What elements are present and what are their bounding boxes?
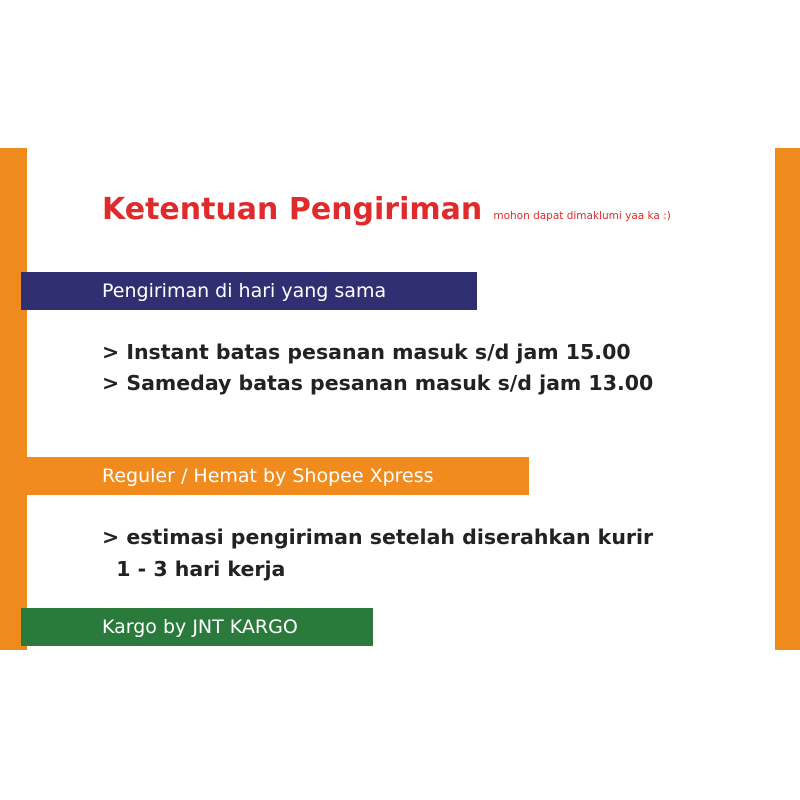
same-day-line-instant: > Instant batas pesanan masuk s/d jam 15.00 — [102, 340, 631, 364]
section-band-kargo: Kargo by JNT KARGO — [21, 608, 373, 646]
heading — [102, 192, 671, 227]
reguler-line-estimate: > estimasi pengiriman setelah diserahkan kurir — [102, 525, 654, 549]
section-band-same-day: Pengiriman di hari yang sama — [21, 272, 477, 310]
section-band-reguler: Reguler / Hemat by Shopee Xpress — [21, 457, 529, 495]
page-subtitle: mohon dapat dimaklumi yaa ka :) — [493, 210, 671, 222]
left-orange-bar — [0, 148, 27, 650]
reguler-line-days: 1 - 3 hari kerja — [102, 557, 286, 581]
page-title: Ketentuan Pengiriman — [102, 192, 483, 227]
same-day-line-sameday: > Sameday batas pesanan masuk s/d jam 13.00 — [102, 371, 654, 395]
right-orange-bar — [775, 148, 800, 650]
